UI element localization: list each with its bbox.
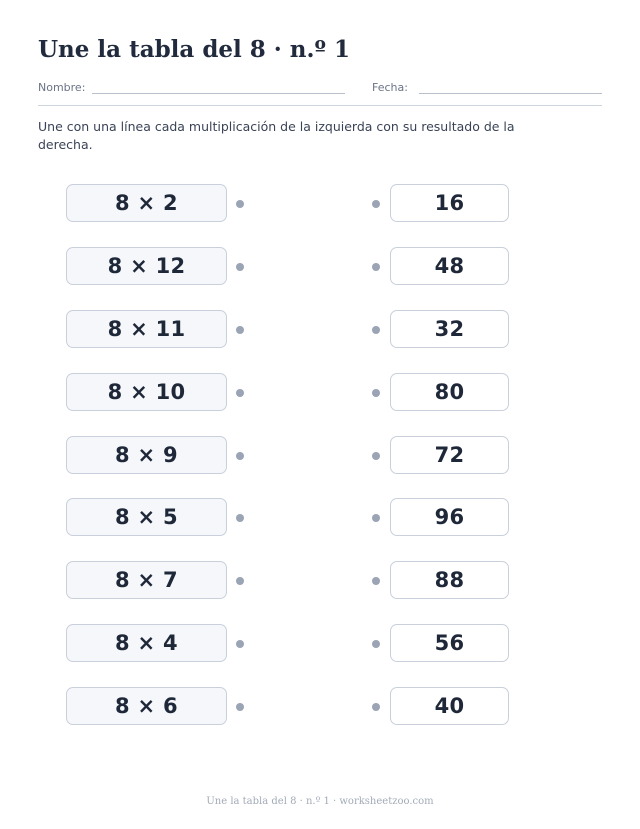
result-box: 88	[390, 561, 509, 599]
student-fields	[38, 80, 602, 96]
multiplication-box: 8 × 10	[66, 373, 227, 411]
name-line[interactable]	[92, 93, 345, 94]
header-divider	[38, 105, 602, 106]
right-connector-dot[interactable]	[372, 200, 380, 208]
right-connector-dot[interactable]	[372, 263, 380, 271]
result-box: 96	[390, 498, 509, 536]
multiplication-box: 8 × 2	[66, 184, 227, 222]
name-label: Nombre:	[38, 81, 86, 94]
left-connector-dot[interactable]	[236, 200, 244, 208]
right-connector-dot[interactable]	[372, 514, 380, 522]
page-footer: Une la tabla del 8 · n.º 1 · worksheetzoo.com	[206, 796, 434, 807]
pair-row	[0, 624, 640, 666]
date-label: Fecha:	[372, 81, 408, 94]
left-connector-dot[interactable]	[236, 514, 244, 522]
multiplication-box: 8 × 9	[66, 436, 227, 474]
right-connector-dot[interactable]	[372, 577, 380, 585]
result-box: 72	[390, 436, 509, 474]
right-connector-dot[interactable]	[372, 640, 380, 648]
pair-row	[0, 310, 640, 352]
pair-row	[0, 373, 640, 415]
result-box: 32	[390, 310, 509, 348]
left-connector-dot[interactable]	[236, 452, 244, 460]
pair-row	[0, 498, 640, 540]
right-connector-dot[interactable]	[372, 389, 380, 397]
result-box: 16	[390, 184, 509, 222]
right-connector-dot[interactable]	[372, 703, 380, 711]
left-connector-dot[interactable]	[236, 703, 244, 711]
result-box: 40	[390, 687, 509, 725]
worksheet-title: Une la tabla del 8 · n.º 1	[38, 36, 351, 63]
right-connector-dot[interactable]	[372, 452, 380, 460]
result-box: 48	[390, 247, 509, 285]
left-connector-dot[interactable]	[236, 577, 244, 585]
pair-row	[0, 561, 640, 603]
multiplication-box: 8 × 11	[66, 310, 227, 348]
multiplication-box: 8 × 7	[66, 561, 227, 599]
left-connector-dot[interactable]	[236, 263, 244, 271]
pair-row	[0, 436, 640, 478]
multiplication-box: 8 × 5	[66, 498, 227, 536]
pair-row	[0, 687, 640, 729]
left-connector-dot[interactable]	[236, 640, 244, 648]
pair-row	[0, 247, 640, 289]
multiplication-box: 8 × 6	[66, 687, 227, 725]
left-connector-dot[interactable]	[236, 326, 244, 334]
right-connector-dot[interactable]	[372, 326, 380, 334]
date-line[interactable]	[419, 93, 602, 94]
result-box: 80	[390, 373, 509, 411]
multiplication-box: 8 × 4	[66, 624, 227, 662]
instructions-text: Une con una línea cada multiplicación de la izquierda con su resultado de la derecha.	[38, 119, 515, 152]
pair-row	[0, 184, 640, 226]
multiplication-box: 8 × 12	[66, 247, 227, 285]
result-box: 56	[390, 624, 509, 662]
left-connector-dot[interactable]	[236, 389, 244, 397]
